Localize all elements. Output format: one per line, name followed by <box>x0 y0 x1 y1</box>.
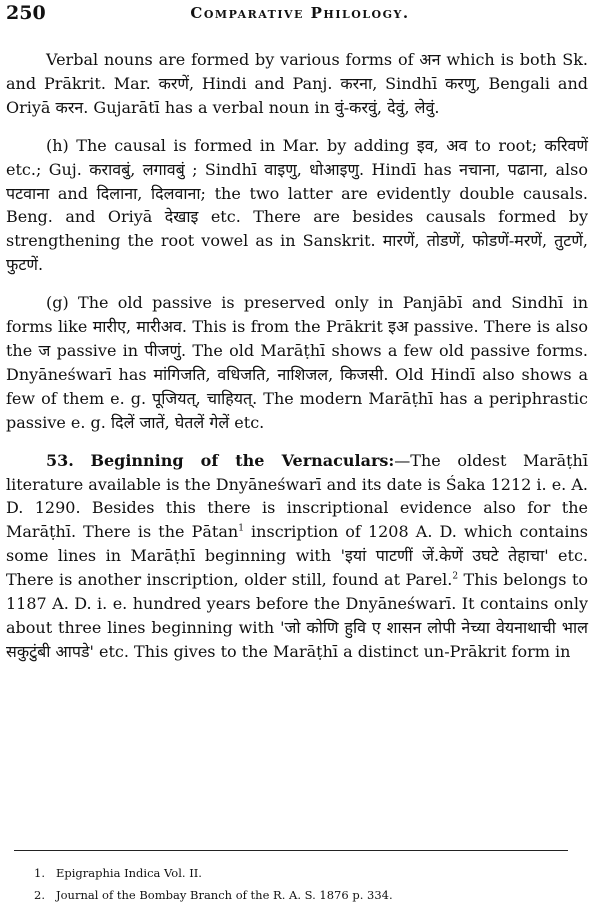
page-header <box>6 2 594 28</box>
section-number: 53. <box>46 450 74 470</box>
paragraph-text: Verbal nouns are formed by various forms of अन which is both Sk. and Prākrit. Mar. करणें, Hindi and Panj. करना, Sindhī करणु, Bengali and Oriyā करन. Gujarātī has a verbal noun in वुं-करवुं, देवुं, लेवुं. <box>6 50 588 117</box>
body-text <box>6 48 588 664</box>
footnote-ref-1: 1 <box>238 523 244 534</box>
paragraph-causal <box>6 134 588 277</box>
page-number: 250 <box>6 2 46 24</box>
footnote-2 <box>34 884 588 906</box>
footnote-divider <box>14 850 568 851</box>
paragraph-section-53 <box>6 449 588 664</box>
paragraph-text-cont: This belongs to 1187 A. D. i. e. hundred years before the Dnyāneśwarī. It contains only about three lines beginning with 'जो कोणि हुवि ए शासन लोपी नेच्या वेयनाथाची भाल सकुटुंबी आपडे' etc. This gives to the Marāṭhī a distinct un-Prākrit form in <box>6 570 589 661</box>
section-title: Beginning of the Vernaculars: <box>90 450 395 470</box>
footnotes <box>34 862 588 906</box>
paragraph-passive <box>6 291 588 434</box>
footnote-text: Journal of the Bombay Branch of the R. A. S. 1876 p. 334. <box>56 888 393 902</box>
paragraph-text: —The oldest Marāṭhī literature available is the Dnyāneśwarī and its date is Śaka 1212 i. e. A. D. 1290. Besides this there is inscriptional evidence also for the Marāṭhī. There is the Pātan <box>6 450 588 542</box>
paragraph-verbal-nouns <box>6 48 588 120</box>
footnote-1 <box>34 862 588 884</box>
running-head: Comparative Philology. <box>190 4 410 22</box>
paragraph-text-cont: inscription of 1208 A. D. which contains some lines in Marāṭhī beginning with 'इयां पाटणीं जें.केणें उघटे तेहाचा' etc. There is another inscription, older still, found at Parel. <box>6 522 589 590</box>
footnote-text: Epigraphia Indica Vol. II. <box>56 866 202 880</box>
footnote-number: 1. <box>34 866 45 880</box>
footnote-number: 2. <box>34 888 45 902</box>
footnote-ref-2: 2 <box>452 571 459 582</box>
paragraph-text: (g) The old passive is preserved only in Panjābī and Sindhī in forms like मारीए, मारीअव. This is from the Prākrit इअ passive. There is also the ज passive in पीजणुं. The old Marāṭhī shows a few old passive forms. Dnyāneśwarī has मांगिजति, वधिजति, नाशिजल, किजसी. Old Hindī also shows a few of them e. g. पूजियत्, चाहियत्. The modern Marāṭhī has a periphrastic passive e. g. दिलें जातें, घेतलें गेलें etc. <box>6 293 588 432</box>
paragraph-text: (h) The causal is formed in Mar. by adding इव, अव to root; करिवणें etc.; Guj. करावबुं, लगावबुं ; Sindhī वाइणु, धोआइणु. Hindī has नचाना, पढाना, also पटवाना and दिलाना, दिलवाना; the two latter are evidently double causals. Beng. and Oriyā देखाइ etc. There are besides causals formed by strengthening the root vowel as in Sanskrit. मारणें, तोडणें, फोडणें-मरणें, तुटणें, फुटणें. <box>6 135 588 275</box>
